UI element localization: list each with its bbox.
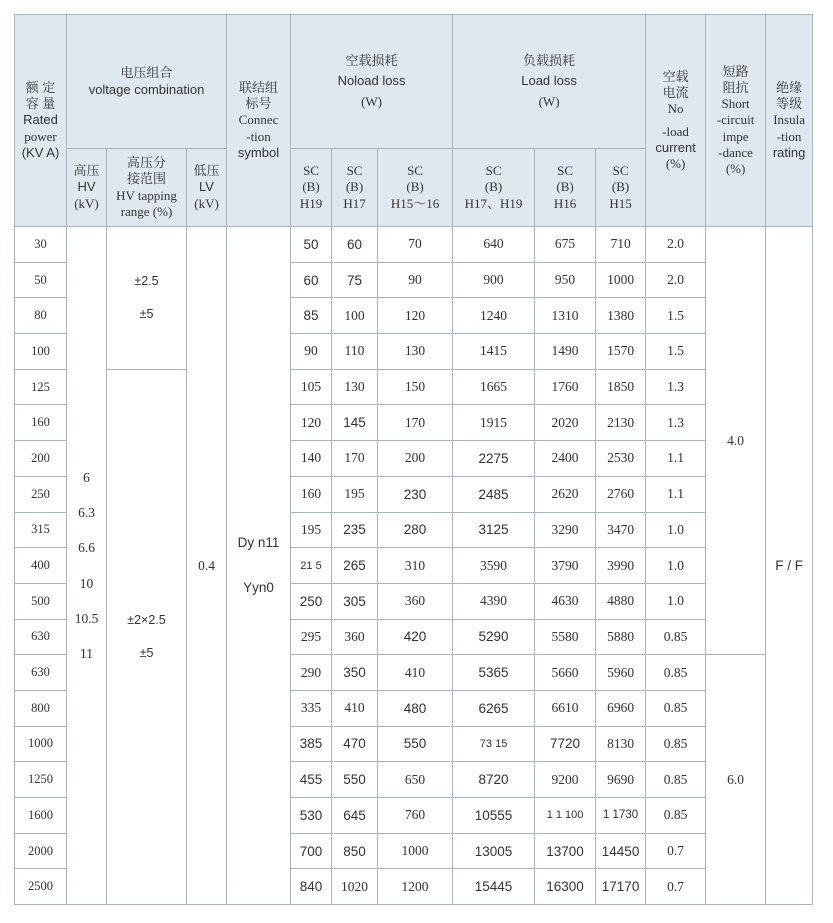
cell-load-h16: 5660: [535, 655, 596, 691]
cell-load-h16: 1 1 100: [535, 798, 596, 834]
cell-load-h15: 2530: [596, 441, 646, 477]
cell-rated: 100: [15, 334, 67, 370]
header-text: 等级: [776, 96, 803, 112]
header-load-loss: [453, 15, 646, 149]
cell-current: 0.85: [646, 798, 706, 834]
header-text: (%): [665, 156, 686, 171]
header-text: 阻抗: [722, 79, 749, 95]
cell-load-h17-h19: 15445: [453, 869, 535, 905]
cell-current: 1.5: [646, 298, 706, 334]
cell-noload-h19: 105: [291, 369, 332, 405]
cell-load-h15: 1570: [596, 334, 646, 370]
cell-noload-h19: 530: [291, 798, 332, 834]
cell-load-h17-h19: 2485: [453, 476, 535, 512]
header-text: (W): [361, 93, 382, 109]
cell-rated: 2000: [15, 833, 67, 869]
header-voltage-combination: [67, 15, 227, 149]
header-text: 容 量: [25, 96, 56, 112]
cell-current: 0.85: [646, 655, 706, 691]
cell-noload-h15-16: 420: [378, 619, 453, 655]
header-lv: [187, 149, 227, 227]
cell-noload-h17: 145: [332, 405, 378, 441]
header-text: 空载: [662, 68, 689, 84]
table-row: [15, 227, 813, 263]
cell-load-h17-h19: 5290: [453, 619, 535, 655]
header-text: H16: [553, 195, 577, 211]
cell-load-h16: 4630: [535, 583, 596, 619]
cell-load-h17-h19: 3125: [453, 512, 535, 548]
cell-current: 1.3: [646, 369, 706, 405]
cell-current: 0.7: [646, 833, 706, 869]
header-text: H17、H19: [464, 195, 523, 211]
cell-impedance-small: 4.0: [706, 227, 766, 655]
header-text: SC: [407, 163, 423, 179]
cell-load-h15: 2760: [596, 476, 646, 512]
header-text: -load: [662, 123, 689, 139]
cell-noload-h17: 470: [332, 726, 378, 762]
cell-current: 1.1: [646, 476, 706, 512]
cell-load-h15: 1000: [596, 262, 646, 298]
cell-load-h16: 2620: [535, 476, 596, 512]
cell-noload-h17: 60: [332, 227, 378, 263]
cell-rated: 200: [15, 441, 67, 477]
header-text: (W): [538, 93, 560, 109]
cell-noload-h19: 21 5: [291, 548, 332, 584]
table-row: [15, 369, 813, 405]
cell-load-h16: 16300: [535, 869, 596, 905]
cell-noload-h17: 265: [332, 548, 378, 584]
header-text: 低压: [193, 163, 220, 179]
cell-noload-h19: 455: [291, 762, 332, 798]
cell-rated: 1000: [15, 726, 67, 762]
header-text: SC: [303, 163, 319, 179]
cell-rated: 2500: [15, 869, 67, 905]
header-sub-load-h17-h19: [453, 149, 535, 227]
header-text: range (%): [120, 203, 173, 219]
cell-noload-h17: 110: [332, 334, 378, 370]
header-noload-current: [646, 15, 706, 227]
header-text: H17: [343, 195, 366, 211]
cell-rated: 630: [15, 619, 67, 655]
cell-load-h16: 1310: [535, 298, 596, 334]
cell-noload-h17: 410: [332, 690, 378, 726]
cell-load-h15: 6960: [596, 690, 646, 726]
header-text: SC: [612, 163, 629, 179]
header-text: 绝缘: [776, 79, 803, 95]
cell-noload-h15-16: 230: [378, 476, 453, 512]
header-text: Load loss: [521, 73, 577, 89]
header-text: (B): [345, 179, 364, 195]
header-text: 联结组: [239, 79, 279, 95]
cell-lv-value: 0.4: [187, 227, 227, 905]
cell-tapping-small: [107, 227, 187, 370]
cell-load-h16: 7720: [535, 726, 596, 762]
hv-value: 6: [83, 470, 90, 486]
header-rated-power: [15, 15, 67, 227]
cell-load-h15: 5960: [596, 655, 646, 691]
cell-noload-h17: 850: [332, 833, 378, 869]
cell-rated: 315: [15, 512, 67, 548]
header-text: H15～16: [390, 195, 440, 211]
cell-load-h16: 1760: [535, 369, 596, 405]
connection-value: Yyn0: [243, 579, 274, 595]
cell-load-h17-h19: 10555: [453, 798, 535, 834]
cell-load-h16: 2020: [535, 405, 596, 441]
cell-rated: 630: [15, 655, 67, 691]
cell-noload-h17: 235: [332, 512, 378, 548]
cell-current: 1.0: [646, 583, 706, 619]
cell-noload-h15-16: 760: [378, 798, 453, 834]
hv-value: 6.6: [78, 540, 95, 556]
header-text: (KV A): [21, 144, 60, 160]
cell-noload-h19: 120: [291, 405, 332, 441]
cell-noload-h19: 60: [291, 262, 332, 298]
header-text: symbol: [237, 144, 280, 160]
cell-noload-h15-16: 360: [378, 583, 453, 619]
cell-current: 1.3: [646, 405, 706, 441]
hv-value: 6.3: [78, 505, 95, 521]
cell-current: 2.0: [646, 227, 706, 263]
tapping-value: ±2×2.5: [127, 613, 166, 628]
header-text: (B): [302, 179, 320, 195]
cell-load-h16: 9200: [535, 762, 596, 798]
header-text: 额 定: [25, 79, 56, 95]
header-text: Insula: [773, 112, 805, 128]
cell-load-h17-h19: 1240: [453, 298, 535, 334]
cell-noload-h15-16: 200: [378, 441, 453, 477]
cell-current: 1.0: [646, 548, 706, 584]
hv-value: 10: [79, 575, 94, 591]
header-text: No: [667, 101, 684, 117]
cell-rated: 250: [15, 476, 67, 512]
cell-load-h15: 17170: [596, 869, 646, 905]
header-text: (kV): [194, 195, 219, 211]
header-text: 空载损耗: [345, 52, 398, 68]
cell-load-h16: 6610: [535, 690, 596, 726]
cell-noload-h19: 160: [291, 476, 332, 512]
cell-noload-h15-16: 650: [378, 762, 453, 798]
header-text: power: [24, 128, 57, 144]
cell-noload-h19: 295: [291, 619, 332, 655]
header-text: 电流: [662, 85, 689, 100]
header-short-circuit-impedance: [706, 15, 766, 227]
header-text: (B): [611, 179, 630, 195]
header-text: LV: [199, 179, 214, 195]
header-text: Connec: [238, 112, 279, 128]
cell-rated: 400: [15, 548, 67, 584]
cell-noload-h15-16: 70: [378, 227, 453, 263]
cell-noload-h15-16: 550: [378, 726, 453, 762]
cell-load-h16: 5580: [535, 619, 596, 655]
cell-noload-h19: 140: [291, 441, 332, 477]
cell-tapping-large: [107, 369, 187, 904]
cell-noload-h15-16: 150: [378, 369, 453, 405]
cell-load-h15: 1380: [596, 298, 646, 334]
header-text: 负载损耗: [523, 52, 576, 68]
cell-load-h16: 13700: [535, 833, 596, 869]
header-text: current: [655, 139, 696, 155]
header-sub-load-h15: [596, 149, 646, 227]
header-text: -circuit: [716, 112, 755, 128]
header-sub-noload-h19: [291, 149, 332, 227]
cell-current: 0.7: [646, 869, 706, 905]
cell-load-h17-h19: 4390: [453, 583, 535, 619]
cell-impedance-large: 6.0: [706, 655, 766, 905]
header-text: Short: [721, 96, 750, 112]
cell-current: 1.5: [646, 334, 706, 370]
cell-noload-h17: 305: [332, 583, 378, 619]
cell-noload-h15-16: 130: [378, 334, 453, 370]
header-text: (B): [556, 179, 574, 195]
cell-load-h16: 950: [535, 262, 596, 298]
header-text: 短路: [722, 63, 749, 79]
cell-load-h17-h19: 1665: [453, 369, 535, 405]
cell-noload-h15-16: 280: [378, 512, 453, 548]
cell-hv-values: [67, 227, 107, 905]
connection-value: Dy n11: [237, 534, 280, 550]
cell-noload-h17: 75: [332, 262, 378, 298]
cell-noload-h15-16: 1200: [378, 869, 453, 905]
cell-current: 0.85: [646, 762, 706, 798]
cell-current: 0.85: [646, 690, 706, 726]
cell-noload-h17: 195: [332, 476, 378, 512]
cell-load-h16: 1490: [535, 334, 596, 370]
cell-current: 0.85: [646, 726, 706, 762]
header-text: SC: [557, 163, 573, 179]
header-text: 电压组合: [120, 65, 173, 81]
cell-noload-h19: 290: [291, 655, 332, 691]
header-text: H19: [299, 195, 323, 211]
cell-load-h17-h19: 1415: [453, 334, 535, 370]
header-hv-tapping: [107, 149, 187, 227]
cell-insulation: F / F: [766, 227, 813, 905]
header-text: impe: [722, 128, 749, 144]
cell-rated: 30: [15, 227, 67, 263]
cell-noload-h19: 90: [291, 334, 332, 370]
cell-load-h17-h19: 73 15: [453, 726, 535, 762]
cell-noload-h17: 360: [332, 619, 378, 655]
cell-load-h16: 2400: [535, 441, 596, 477]
cell-noload-h17: 170: [332, 441, 378, 477]
cell-load-h16: 675: [535, 227, 596, 263]
cell-load-h15: 1850: [596, 369, 646, 405]
cell-noload-h17: 550: [332, 762, 378, 798]
cell-current: 2.0: [646, 262, 706, 298]
header-text: (kV): [74, 195, 99, 211]
header-sub-noload-h17: [332, 149, 378, 227]
cell-rated: 125: [15, 369, 67, 405]
header-noload-loss: [291, 15, 453, 149]
header-connection-symbol: [227, 15, 291, 227]
cell-load-h17-h19: 5365: [453, 655, 535, 691]
cell-load-h17-h19: 900: [453, 262, 535, 298]
header-text: voltage combination: [88, 81, 205, 97]
cell-noload-h15-16: 90: [378, 262, 453, 298]
cell-rated: 1250: [15, 762, 67, 798]
cell-noload-h15-16: 480: [378, 690, 453, 726]
header-text: HV tapping: [116, 187, 177, 203]
header-text: 高压分: [126, 155, 166, 170]
cell-noload-h19: 85: [291, 298, 332, 334]
cell-rated: 50: [15, 262, 67, 298]
cell-noload-h19: 700: [291, 833, 332, 869]
cell-load-h15: 4880: [596, 583, 646, 619]
cell-load-h15: 710: [596, 227, 646, 263]
header-text: SC: [346, 163, 363, 179]
cell-load-h15: 8130: [596, 726, 646, 762]
cell-noload-h17: 350: [332, 655, 378, 691]
cell-noload-h19: 195: [291, 512, 332, 548]
header-text: rating: [772, 144, 806, 160]
header-text: 标号: [245, 96, 272, 112]
header-text: Rated: [23, 112, 58, 128]
cell-noload-h15-16: 120: [378, 298, 453, 334]
cell-noload-h15-16: 310: [378, 548, 453, 584]
cell-load-h15: 1 1730: [596, 798, 646, 834]
cell-current: 0.85: [646, 619, 706, 655]
header-text: Noload loss: [337, 73, 406, 89]
cell-current: 1.1: [646, 441, 706, 477]
cell-load-h17-h19: 8720: [453, 762, 535, 798]
cell-rated: 80: [15, 298, 67, 334]
cell-load-h15: 2130: [596, 405, 646, 441]
cell-current: 1.0: [646, 512, 706, 548]
cell-load-h15: 14450: [596, 833, 646, 869]
cell-load-h16: 3290: [535, 512, 596, 548]
header-text: HV: [77, 179, 96, 195]
header-text: H15: [609, 195, 632, 211]
cell-load-h17-h19: 2275: [453, 441, 535, 477]
cell-load-h15: 3990: [596, 548, 646, 584]
header-text: SC: [485, 163, 502, 179]
cell-load-h15: 9690: [596, 762, 646, 798]
cell-rated: 160: [15, 405, 67, 441]
header-text: 高压: [73, 163, 100, 179]
header-text: -tion: [776, 128, 802, 144]
cell-noload-h17: 130: [332, 369, 378, 405]
cell-rated: 500: [15, 583, 67, 619]
cell-load-h17-h19: 3590: [453, 548, 535, 584]
header-text: (%): [725, 161, 746, 177]
cell-connection-symbol: [227, 227, 291, 905]
tapping-value: ±2.5: [134, 274, 159, 289]
cell-load-h15: 5880: [596, 619, 646, 655]
cell-noload-h17: 100: [332, 298, 378, 334]
cell-noload-h15-16: 410: [378, 655, 453, 691]
cell-noload-h17: 645: [332, 798, 378, 834]
cell-load-h16: 3790: [535, 548, 596, 584]
header-text: -tion: [246, 128, 271, 144]
header-insulation-rating: [766, 15, 813, 227]
cell-load-h17-h19: 6265: [453, 690, 535, 726]
header-text: (B): [406, 179, 424, 195]
cell-noload-h19: 250: [291, 583, 332, 619]
header-text: 接范围: [126, 171, 166, 187]
tapping-value: ±5: [139, 645, 154, 660]
header-text: (B): [484, 179, 503, 195]
cell-load-h17-h19: 13005: [453, 833, 535, 869]
hv-value: 10.5: [74, 610, 99, 626]
cell-rated: 800: [15, 690, 67, 726]
header-sub-noload-h15-16: [378, 149, 453, 227]
cell-noload-h17: 1020: [332, 869, 378, 905]
header-hv: [67, 149, 107, 227]
cell-load-h17-h19: 640: [453, 227, 535, 263]
hv-value: 11: [80, 645, 93, 661]
cell-rated: 1600: [15, 798, 67, 834]
cell-noload-h15-16: 170: [378, 405, 453, 441]
header-sub-load-h16: [535, 149, 596, 227]
cell-noload-h15-16: 1000: [378, 833, 453, 869]
tapping-value: ±5: [139, 306, 154, 321]
cell-noload-h19: 50: [291, 227, 332, 263]
cell-noload-h19: 840: [291, 869, 332, 905]
cell-load-h17-h19: 1915: [453, 405, 535, 441]
cell-noload-h19: 335: [291, 690, 332, 726]
header-text: -dance: [718, 144, 753, 160]
cell-load-h15: 3470: [596, 512, 646, 548]
cell-noload-h19: 385: [291, 726, 332, 762]
transformer-spec-table: [14, 14, 813, 905]
